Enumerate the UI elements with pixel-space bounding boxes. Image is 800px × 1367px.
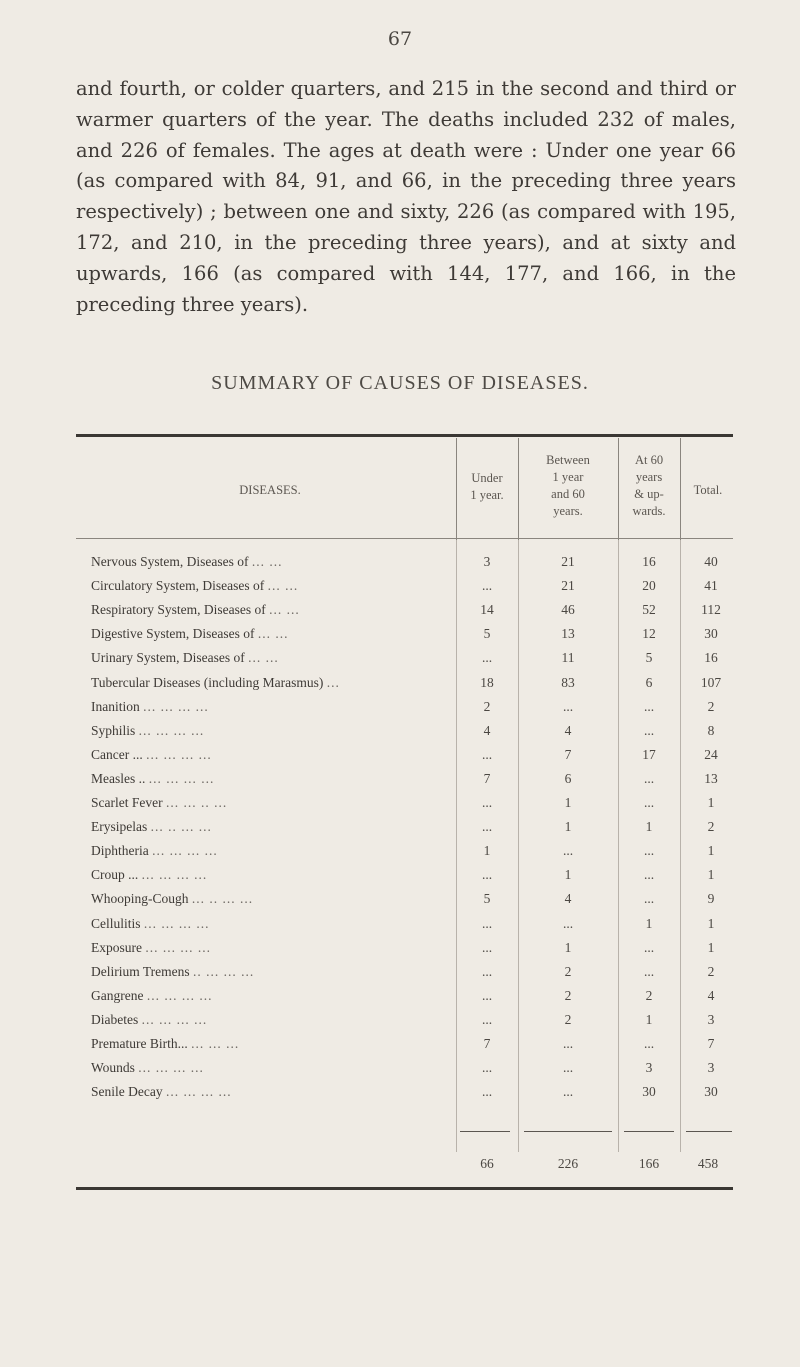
- total-at-60: 166: [638, 1156, 660, 1171]
- cell-under-1-year: ...: [481, 746, 493, 762]
- cell-under-1-year: ...: [481, 819, 493, 835]
- table-bottom-rule: [76, 1187, 733, 1190]
- table-row: [76, 675, 736, 701]
- table-row: [76, 916, 736, 942]
- cell-at-60: ...: [643, 722, 655, 738]
- table-row: [76, 1060, 736, 1086]
- leader-dots: ... ... ... ...: [138, 1060, 204, 1076]
- cell-total: 112: [701, 602, 721, 618]
- total-rule: [524, 1131, 612, 1132]
- table-row: [76, 578, 736, 604]
- cell-between: 1: [564, 819, 572, 835]
- cell-between: ...: [562, 698, 574, 714]
- table-title: SUMMARY OF CAUSES OF DISEASES.: [211, 372, 589, 394]
- table-top-rule: [76, 434, 733, 437]
- cell-between: 21: [561, 554, 575, 569]
- cell-between: 6: [564, 770, 572, 786]
- cell-between: 4: [564, 722, 572, 738]
- leader-dots: ... ...: [267, 578, 299, 594]
- cell-at-60: 20: [642, 578, 656, 594]
- leader-dots: ... ... ... ...: [141, 1011, 208, 1027]
- cell-at-60: ...: [643, 963, 655, 979]
- cell-under-1-year: 4: [483, 722, 491, 738]
- disease-text: Nervous System, Diseases of: [91, 554, 249, 569]
- header-diseases: DISEASES.: [239, 483, 301, 497]
- table-row: [76, 626, 736, 652]
- table-row: [76, 1084, 736, 1110]
- leader-dots: ... ... ... ...: [141, 867, 208, 883]
- cell-at-60: ...: [643, 795, 655, 810]
- table-row: [76, 723, 736, 749]
- cell-total: 4: [707, 987, 715, 1003]
- cell-at-60: 30: [642, 1084, 656, 1100]
- table-row: [76, 602, 736, 628]
- cell-at-60: ...: [643, 843, 655, 859]
- cell-under-1-year: 14: [480, 602, 494, 618]
- leader-dots: ... ...: [248, 650, 279, 666]
- cell-under-1-year: ...: [481, 650, 493, 666]
- disease-text: Scarlet Fever: [91, 795, 163, 810]
- cell-between: 2: [564, 987, 572, 1003]
- leader-dots: ... ...: [269, 602, 300, 618]
- disease-text: Circulatory System, Diseases of: [91, 578, 265, 594]
- cell-at-60: 16: [642, 554, 656, 569]
- leader-dots: .. ... ... ...: [193, 963, 255, 979]
- cell-between: 4: [564, 891, 572, 907]
- cell-at-60: ...: [643, 867, 655, 883]
- total-rule: [460, 1131, 510, 1132]
- table-row: [76, 795, 736, 821]
- disease-text: Croup ...: [91, 867, 139, 883]
- leader-dots: ... .. ... ...: [150, 819, 212, 835]
- cell-between: 1: [564, 795, 572, 810]
- cell-under-1-year: ...: [481, 1011, 493, 1027]
- disease-text: Tubercular Diseases (including Marasmus): [91, 674, 324, 690]
- cell-at-60: 17: [642, 746, 656, 762]
- leader-dots: ... ... ... ...: [146, 746, 212, 762]
- leader-dots: ... ... ... ...: [148, 770, 215, 786]
- leader-dots: ... ... ... ...: [145, 939, 211, 955]
- table-row: [76, 988, 736, 1014]
- header-bottom-rule: [76, 538, 733, 539]
- header-under-1-year: Under 1 year.: [470, 471, 504, 502]
- cell-between: 1: [564, 939, 572, 955]
- cell-under-1-year: ...: [481, 963, 493, 979]
- cell-between: 13: [561, 626, 575, 642]
- cell-total: 40: [704, 554, 718, 569]
- table-row: [76, 650, 736, 676]
- disease-text: Senile Decay: [91, 1084, 163, 1100]
- cell-total: 7: [707, 1036, 715, 1051]
- total-under-1-year: 66: [480, 1156, 494, 1171]
- disease-text: Cancer ...: [91, 746, 143, 762]
- leader-dots: ... ... ... ...: [146, 987, 213, 1003]
- cell-total: 30: [704, 626, 718, 642]
- disease-text: Gangrene: [91, 987, 144, 1003]
- cell-at-60: ...: [643, 698, 655, 714]
- disease-text: Cellulitis: [91, 915, 141, 931]
- cell-between: ...: [562, 843, 574, 859]
- disease-text: Digestive System, Diseases of: [91, 626, 255, 642]
- page-number: 67: [387, 28, 413, 50]
- leader-dots: ... ... ... ...: [138, 722, 205, 738]
- disease-text: Premature Birth...: [91, 1036, 188, 1051]
- cell-total: 24: [704, 746, 718, 762]
- total-between: 226: [557, 1156, 579, 1171]
- cell-between: 1: [564, 867, 572, 883]
- total-rule: [624, 1131, 674, 1132]
- cell-under-1-year: 7: [483, 770, 491, 786]
- cell-between: 83: [561, 674, 575, 690]
- cell-total: 41: [704, 578, 718, 594]
- cell-at-60: 52: [642, 602, 656, 618]
- total-rule: [686, 1131, 732, 1132]
- cell-at-60: ...: [643, 770, 655, 786]
- leader-dots: ... ... ... ...: [143, 915, 210, 931]
- cell-total: 8: [707, 722, 715, 738]
- cell-total: 1: [707, 843, 715, 859]
- table-row: [76, 1036, 736, 1062]
- cell-total: 2: [707, 963, 715, 979]
- table-row: [76, 867, 736, 893]
- cell-between: 7: [564, 746, 572, 762]
- disease-text: Wounds: [91, 1060, 135, 1076]
- disease-text: Whooping-Cough: [91, 891, 189, 907]
- cell-at-60: 2: [645, 987, 653, 1003]
- disease-text: Diphtheria: [91, 843, 149, 859]
- cell-total: 3: [707, 1060, 715, 1076]
- cell-at-60: 6: [645, 674, 653, 690]
- table-row: [76, 891, 736, 917]
- disease-text: Syphilis: [91, 722, 136, 738]
- table-row: [76, 1012, 736, 1038]
- cell-under-1-year: 5: [483, 626, 491, 642]
- cell-total: 16: [704, 650, 718, 666]
- table-row: [76, 940, 736, 966]
- cell-under-1-year: 3: [483, 554, 491, 569]
- leader-dots: ... ... ...: [191, 1036, 240, 1051]
- cell-under-1-year: ...: [481, 987, 493, 1003]
- table-row: [76, 771, 736, 797]
- cell-between: ...: [562, 1084, 574, 1100]
- cell-at-60: 1: [645, 819, 653, 835]
- disease-text: Measles ..: [91, 770, 146, 786]
- cell-at-60: ...: [643, 1036, 655, 1051]
- cell-at-60: ...: [643, 939, 655, 955]
- grand-total: 458: [697, 1156, 719, 1171]
- cell-total: 30: [704, 1084, 718, 1100]
- table-row: [76, 747, 736, 773]
- cell-between: 2: [564, 1011, 572, 1027]
- cell-total: 9: [707, 891, 715, 907]
- cell-total: 1: [707, 795, 715, 810]
- cell-at-60: 3: [645, 1060, 653, 1076]
- cell-total: 2: [707, 698, 715, 714]
- disease-text: Exposure: [91, 939, 142, 955]
- cell-total: 2: [707, 819, 715, 835]
- table-row: [76, 554, 736, 580]
- leader-dots: ... ...: [251, 554, 283, 569]
- cell-under-1-year: ...: [481, 795, 493, 810]
- leader-dots: ... .. ... ...: [191, 891, 254, 907]
- cell-under-1-year: ...: [481, 939, 493, 955]
- table-row: [76, 964, 736, 990]
- cell-total: 3: [707, 1011, 715, 1027]
- disease-text: Respiratory System, Diseases of: [91, 602, 266, 618]
- cell-under-1-year: 18: [480, 674, 494, 690]
- leader-dots: ...: [326, 674, 340, 690]
- leader-dots: ... ... ... ...: [165, 1084, 232, 1100]
- disease-text: Erysipelas: [91, 819, 148, 835]
- table-row: [76, 843, 736, 869]
- disease-text: Inanition: [91, 698, 140, 714]
- cell-under-1-year: 7: [483, 1036, 491, 1051]
- header-at-60-and-upwards: At 60 years & up- wards.: [632, 453, 666, 518]
- cell-under-1-year: 1: [483, 843, 491, 859]
- cell-at-60: ...: [643, 891, 655, 907]
- cell-total: 13: [704, 770, 718, 786]
- cell-under-1-year: ...: [481, 1060, 493, 1076]
- cell-total: 1: [707, 915, 715, 931]
- disease-text: Urinary System, Diseases of: [91, 650, 245, 666]
- cell-under-1-year: ...: [481, 1084, 493, 1100]
- cell-between: 21: [561, 578, 575, 594]
- cell-at-60: 5: [645, 650, 653, 666]
- cell-between: ...: [562, 915, 574, 931]
- cell-total: 107: [700, 674, 722, 690]
- cell-under-1-year: 2: [483, 698, 491, 714]
- leader-dots: ... ...: [257, 626, 289, 642]
- cell-at-60: 12: [642, 626, 656, 642]
- cell-between: ...: [562, 1036, 574, 1051]
- cell-between: 46: [561, 602, 575, 618]
- cell-total: 1: [707, 939, 715, 955]
- cell-total: 1: [707, 867, 715, 883]
- cell-under-1-year: ...: [481, 578, 493, 594]
- cell-between: 2: [564, 963, 572, 979]
- cell-under-1-year: ...: [481, 915, 493, 931]
- cell-under-1-year: ...: [481, 867, 493, 883]
- leader-dots: ... ... .. ...: [165, 795, 228, 810]
- cell-between: ...: [562, 1060, 574, 1076]
- cell-between: 11: [561, 650, 575, 666]
- leader-dots: ... ... ... ...: [152, 843, 218, 859]
- table-row: [76, 699, 736, 725]
- disease-text: Diabetes: [91, 1011, 139, 1027]
- table-row: [76, 819, 736, 845]
- header-total: Total.: [693, 483, 723, 497]
- leader-dots: ... ... ... ...: [143, 698, 209, 714]
- cell-under-1-year: 5: [483, 891, 491, 907]
- cell-at-60: 1: [645, 1011, 653, 1027]
- disease-text: Delirium Tremens: [91, 963, 190, 979]
- body-paragraph: and fourth, or colder quarters, and 215 in the second and third or warmer quarters of the year. The deaths included 232 of males, and 226 of females. The ages at death were : Under one year 66 (as compared with 84, 91, and 66, in the preceding three years respectively) ; between one and sixty, 226 (as compared with 195, 172, and 210, in the preceding three years), and at sixty and upwards, 166 (as compared with 144, 177, and 166, in the preceding three years).: [76, 77, 736, 316]
- cell-at-60: 1: [645, 915, 653, 931]
- header-between-1-and-60: Between 1 year and 60 years.: [546, 453, 590, 518]
